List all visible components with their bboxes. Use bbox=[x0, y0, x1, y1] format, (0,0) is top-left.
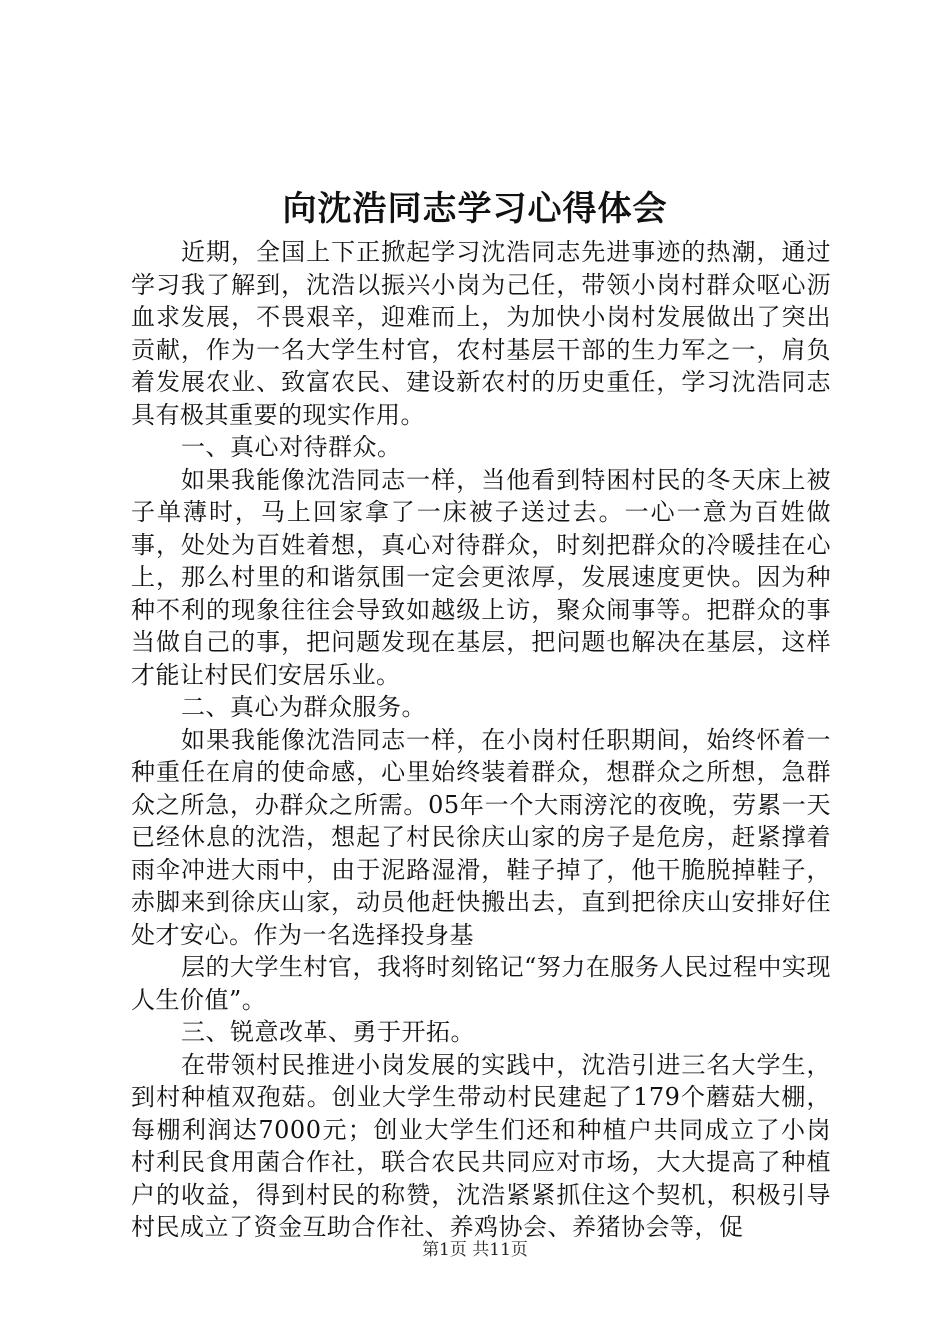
paragraph-section-1: 如果我能像沈浩同志一样，当他看到特困村民的冬天床上被子单薄时，马上回家拿了一床被子送过去。一心一意为百姓做事，处处为百姓着想，真心对待群众，时刻把群众的冷暖挂在心上，那么村里的和谐氛围一定会更浓厚，发展速度更快。因为种种不利的现象往往会导致如越级上访，聚众闹事等。把群众的事当做自己的事，把问题发现在基层，把问题也解决在基层，这样才能让村民们安居乐业。 bbox=[131, 465, 831, 689]
section-heading-2: 二、真心为群众服务。 bbox=[181, 693, 426, 721]
paragraph-section-2: 如果我能像沈浩同志一样，在小岗村任职期间，始终怀着一种重任在肩的使命感，心里始终装着群众，想群众之所想，急群众之所急，办群众之所需。05年一个大雨滂沱的夜晚，劳累一天已经休息的沈浩，想起了村民徐庆山家的房子是危房，赶紧撑着雨伞冲进大雨中，由于泥路湿滑，鞋子掉了，他干脆脱掉鞋子，赤脚来到徐庆山家，动员他赶快搬出去，直到把徐庆山安排好住处才安心。作为一名选择投身基 bbox=[131, 725, 831, 949]
paragraph-section-2-cont: 层的大学生村官，我将时刻铭记“努力在服务人民过程中实现人生价值”。 bbox=[131, 953, 831, 1014]
section-heading-1: 一、真心对待群众。 bbox=[181, 433, 402, 461]
page-footer: 第1页 共11页 bbox=[422, 1240, 528, 1260]
document-title: 向沈浩同志学习心得体会 bbox=[282, 189, 668, 229]
paragraph-section-3: 在带领村民推进小岗发展的实践中，沈浩引进三名大学生，到村种植双孢菇。创业大学生带动村民建起了179个蘑菇大棚，每棚利润达7000元；创业大学生们还和种植户共同成立了小岗村利民食用菌合作社，联合农民共同应对市场，大大提高了种植户的收益，得到村民的称赞，沈浩紧紧抓住这个契机，积极引导村民成立了资金互助合作社、养鸡协会、养猪协会等，促 bbox=[131, 1050, 831, 1241]
paragraph-intro: 近期，全国上下正掀起学习沈浩同志先进事迹的热潮，通过学习我了解到，沈浩以振兴小岗为己任，带领小岗村群众呕心沥血求发展，不畏艰辛，迎难而上，为加快小岗村发展做出了突出贡献，作为一名大学生村官，农村基层干部的生力军之一，肩负着发展农业、致富农民、建设新农村的历史重任，学习沈浩同志具有极其重要的现实作用。 bbox=[131, 238, 831, 429]
document-body bbox=[131, 236, 831, 1244]
section-heading-3: 三、锐意改革、勇于开拓。 bbox=[181, 1018, 475, 1046]
